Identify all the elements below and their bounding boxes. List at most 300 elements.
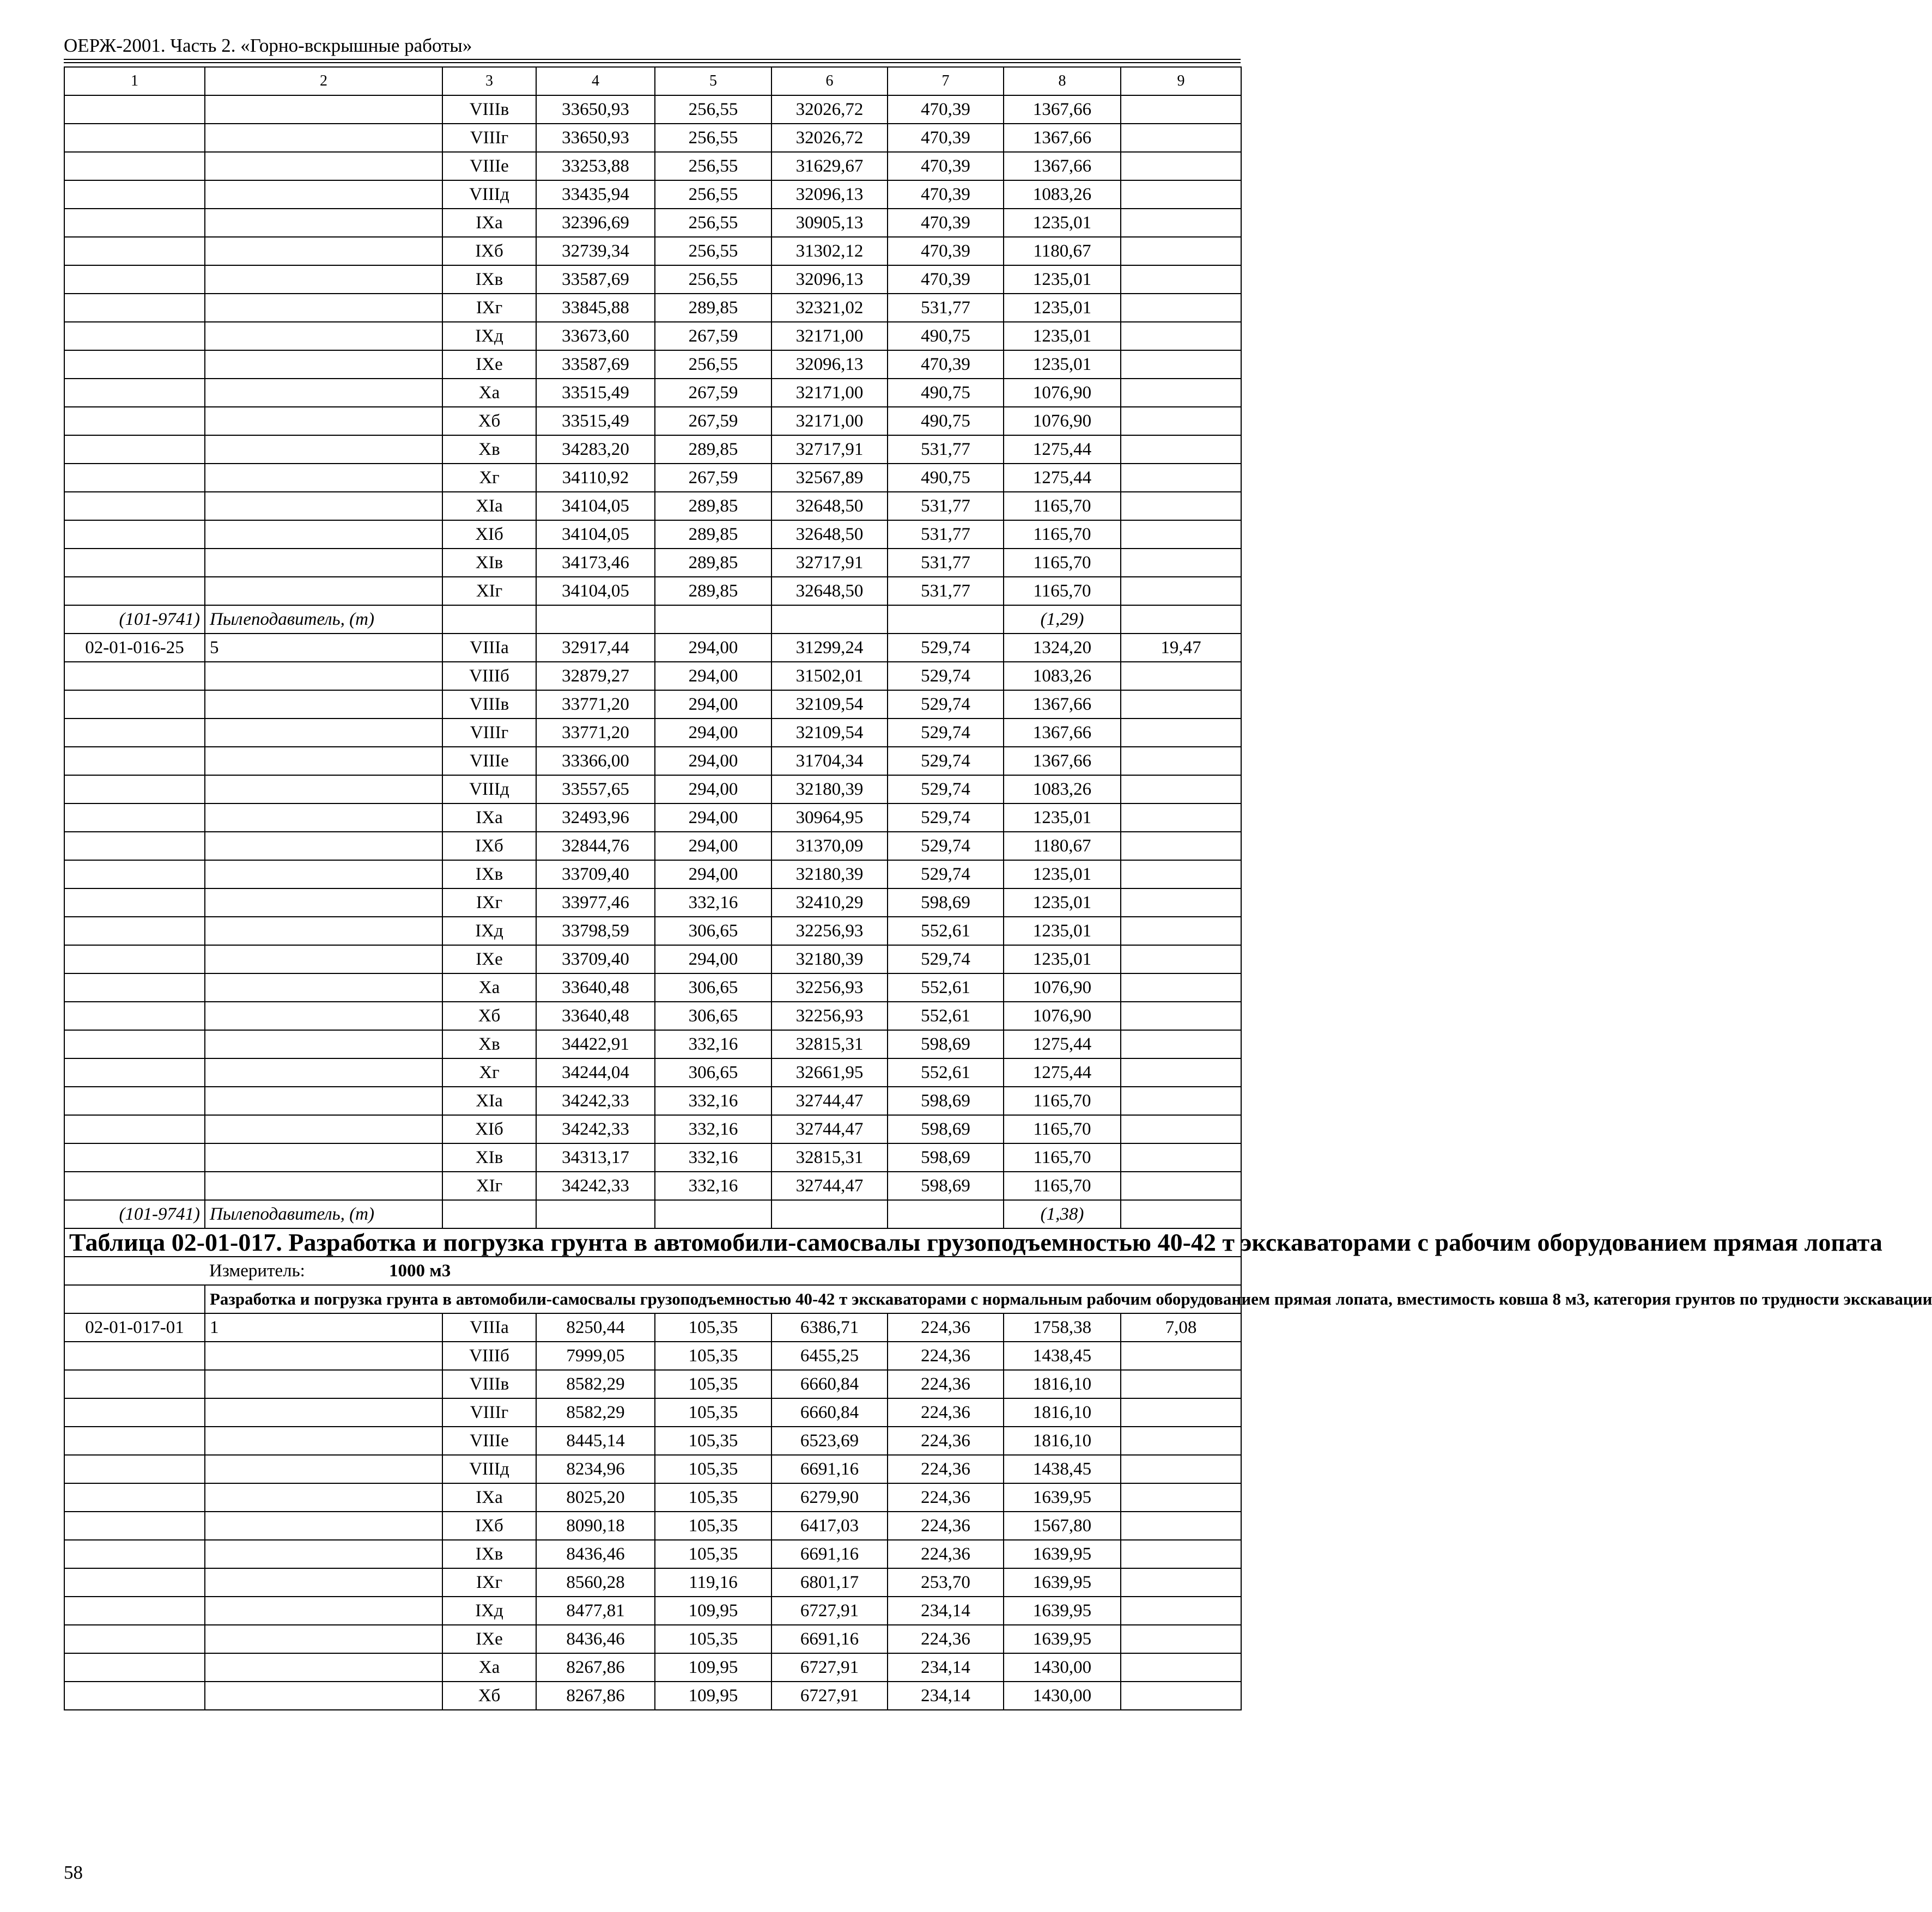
rate-code-cell (64, 1483, 205, 1512)
column-number: 1 (64, 67, 205, 95)
materials-cell: 1639,95 (1004, 1483, 1121, 1512)
labor-cost-cell (1121, 1398, 1241, 1427)
materials-cell: 1235,01 (1004, 945, 1121, 973)
rate-variant-cell (205, 1568, 442, 1597)
rate-variant-cell (205, 322, 442, 350)
table-row (64, 1002, 1241, 1030)
table-row (64, 775, 1241, 803)
total-cost-cell: 32844,76 (536, 832, 655, 860)
machinists-wages-cell: 531,77 (888, 435, 1004, 464)
soil-category-cell: XIв (442, 1143, 536, 1172)
rate-variant-cell (205, 124, 442, 152)
table-title: Таблица 02-01-017. Разработка и погрузка грунта в автомобили-самосвалы грузоподъемностью 40-42 т экскаваторами с рабочим оборудованием прямая лопата (64, 1228, 1241, 1257)
total-cost-cell: 8250,44 (536, 1313, 655, 1342)
total-cost-cell: 8560,28 (536, 1568, 655, 1597)
rate-code-cell (64, 1058, 205, 1087)
machines-cell: 31629,67 (771, 152, 888, 180)
labor-cost-cell (1121, 1625, 1241, 1653)
table-row (64, 1342, 1241, 1370)
rate-code-cell (64, 803, 205, 832)
machinists-wages-cell: 598,69 (888, 888, 1004, 917)
total-cost-cell: 33435,94 (536, 180, 655, 209)
rate-code-cell (64, 1087, 205, 1115)
materials-cell: 1324,20 (1004, 634, 1121, 662)
machinists-wages-cell: 552,61 (888, 1058, 1004, 1087)
materials-cell: 1235,01 (1004, 860, 1121, 888)
rate-variant-cell (205, 917, 442, 945)
labor-cost-cell (1121, 152, 1241, 180)
materials-cell: 1367,66 (1004, 124, 1121, 152)
header-rule (64, 62, 1241, 63)
table-row (64, 718, 1241, 747)
rate-variant-cell (205, 1058, 442, 1087)
labor-cost-cell (1121, 747, 1241, 775)
soil-category-cell: Xв (442, 435, 536, 464)
soil-category-cell: IXа (442, 803, 536, 832)
soil-category-cell: IXв (442, 265, 536, 294)
machinists-wages-cell: 529,74 (888, 690, 1004, 718)
total-cost-cell: 34104,05 (536, 492, 655, 520)
labor-cost-cell (1121, 803, 1241, 832)
wages-cell: 109,95 (655, 1653, 771, 1682)
rate-variant-cell (205, 662, 442, 690)
table-row (64, 917, 1241, 945)
labor-cost-cell (1121, 577, 1241, 605)
table-row (64, 265, 1241, 294)
table-row (64, 1427, 1241, 1455)
rate-code-cell (64, 662, 205, 690)
machinists-wages-cell: 234,14 (888, 1597, 1004, 1625)
rate-code-cell (64, 690, 205, 718)
rate-variant-cell (205, 1512, 442, 1540)
table-row (64, 1512, 1241, 1540)
wages-cell: 294,00 (655, 860, 771, 888)
machines-cell: 32567,89 (771, 464, 888, 492)
materials-cell: 1180,67 (1004, 832, 1121, 860)
machinists-wages-cell: 470,39 (888, 265, 1004, 294)
rate-code-cell (64, 1625, 205, 1653)
machines-cell: 31502,01 (771, 662, 888, 690)
machines-cell: 32180,39 (771, 775, 888, 803)
table-row (64, 95, 1241, 124)
labor-cost-cell (1121, 464, 1241, 492)
machinists-wages-cell: 598,69 (888, 1143, 1004, 1172)
soil-category-cell: XIа (442, 492, 536, 520)
machines-cell: 30905,13 (771, 209, 888, 237)
table-row (64, 1030, 1241, 1058)
labor-cost-cell (1121, 1087, 1241, 1115)
rate-code-cell (64, 237, 205, 265)
wages-cell: 332,16 (655, 1087, 771, 1115)
soil-category-cell: IXг (442, 888, 536, 917)
description-spacer (64, 1285, 205, 1313)
materials-cell: 1235,01 (1004, 265, 1121, 294)
empty-cell (1121, 1200, 1241, 1228)
soil-category-cell: Xв (442, 1030, 536, 1058)
empty-cell (771, 1200, 888, 1228)
machinists-wages-cell: 224,36 (888, 1342, 1004, 1370)
materials-cell: 1235,01 (1004, 917, 1121, 945)
wages-cell: 332,16 (655, 1172, 771, 1200)
machinists-wages-cell: 470,39 (888, 237, 1004, 265)
table-row (64, 549, 1241, 577)
table-row (64, 435, 1241, 464)
rate-code-cell (64, 1568, 205, 1597)
machinists-wages-cell: 598,69 (888, 1087, 1004, 1115)
total-cost-cell: 32739,34 (536, 237, 655, 265)
total-cost-cell: 8090,18 (536, 1512, 655, 1540)
wages-cell: 289,85 (655, 520, 771, 549)
total-cost-cell: 33709,40 (536, 945, 655, 973)
machinists-wages-cell: 598,69 (888, 1172, 1004, 1200)
rate-code-cell (64, 520, 205, 549)
total-cost-cell: 33673,60 (536, 322, 655, 350)
wages-cell: 332,16 (655, 1030, 771, 1058)
table-row (64, 322, 1241, 350)
materials-cell: 1367,66 (1004, 152, 1121, 180)
labor-cost-cell (1121, 917, 1241, 945)
resource-row (64, 1200, 1241, 1228)
wages-cell: 267,59 (655, 407, 771, 435)
total-cost-cell: 8267,86 (536, 1682, 655, 1710)
total-cost-cell: 32879,27 (536, 662, 655, 690)
soil-category-cell: Xб (442, 1002, 536, 1030)
soil-category-cell: VIIIб (442, 1342, 536, 1370)
rate-code-cell (64, 492, 205, 520)
labor-cost-cell (1121, 1682, 1241, 1710)
resource-code: (101-9741) (64, 605, 205, 634)
materials-cell: 1235,01 (1004, 350, 1121, 379)
soil-category-cell: IXб (442, 832, 536, 860)
total-cost-cell: 33366,00 (536, 747, 655, 775)
measure-label: Измеритель: (209, 1261, 305, 1281)
labor-cost-cell (1121, 1172, 1241, 1200)
empty-cell (536, 605, 655, 634)
materials-cell: 1180,67 (1004, 237, 1121, 265)
machinists-wages-cell: 529,74 (888, 634, 1004, 662)
machines-cell: 6727,91 (771, 1682, 888, 1710)
labor-cost-cell (1121, 1058, 1241, 1087)
machinists-wages-cell: 531,77 (888, 549, 1004, 577)
materials-cell: 1430,00 (1004, 1653, 1121, 1682)
rate-variant-cell (205, 888, 442, 917)
rate-variant-cell (205, 407, 442, 435)
table-row (64, 1455, 1241, 1483)
table-row (64, 1313, 1241, 1342)
rate-variant-cell (205, 832, 442, 860)
machinists-wages-cell: 552,61 (888, 973, 1004, 1002)
rate-code-cell (64, 1653, 205, 1682)
empty-cell (442, 605, 536, 634)
table-row (64, 1540, 1241, 1568)
machines-cell: 6727,91 (771, 1597, 888, 1625)
materials-cell: 1367,66 (1004, 747, 1121, 775)
total-cost-cell: 32917,44 (536, 634, 655, 662)
machines-cell: 6691,16 (771, 1540, 888, 1568)
table-row (64, 520, 1241, 549)
materials-cell: 1275,44 (1004, 435, 1121, 464)
machines-cell: 32410,29 (771, 888, 888, 917)
empty-cell (888, 1200, 1004, 1228)
rate-variant-cell (205, 520, 442, 549)
rate-variant-cell (205, 1540, 442, 1568)
labor-cost-cell (1121, 1512, 1241, 1540)
rate-variant-cell (205, 775, 442, 803)
labor-cost-cell (1121, 1540, 1241, 1568)
total-cost-cell: 8267,86 (536, 1653, 655, 1682)
table-row (64, 1653, 1241, 1682)
soil-category-cell: VIIIд (442, 775, 536, 803)
machinists-wages-cell: 224,36 (888, 1370, 1004, 1398)
labor-cost-cell (1121, 549, 1241, 577)
wages-cell: 294,00 (655, 747, 771, 775)
table-row (64, 832, 1241, 860)
wages-cell: 267,59 (655, 322, 771, 350)
total-cost-cell: 34104,05 (536, 520, 655, 549)
wages-cell: 105,35 (655, 1512, 771, 1540)
labor-cost-cell (1121, 322, 1241, 350)
rate-variant-cell (205, 1115, 442, 1143)
machinists-wages-cell: 224,36 (888, 1398, 1004, 1427)
machinists-wages-cell: 531,77 (888, 492, 1004, 520)
materials-cell: 1430,00 (1004, 1682, 1121, 1710)
total-cost-cell: 32396,69 (536, 209, 655, 237)
machines-cell: 6691,16 (771, 1625, 888, 1653)
rate-code-cell (64, 1682, 205, 1710)
rate-code-cell (64, 1172, 205, 1200)
rate-variant-cell (205, 803, 442, 832)
materials-cell: 1275,44 (1004, 1058, 1121, 1087)
rate-variant-cell (205, 860, 442, 888)
soil-category-cell: IXе (442, 945, 536, 973)
total-cost-cell: 33640,48 (536, 973, 655, 1002)
soil-category-cell: VIIIг (442, 1398, 536, 1427)
materials-cell: 1165,70 (1004, 492, 1121, 520)
table-row (64, 690, 1241, 718)
machinists-wages-cell: 490,75 (888, 464, 1004, 492)
soil-category-cell: Xг (442, 1058, 536, 1087)
machines-cell: 6660,84 (771, 1398, 888, 1427)
rate-variant-cell (205, 350, 442, 379)
total-cost-cell: 33515,49 (536, 379, 655, 407)
total-cost-cell: 34422,91 (536, 1030, 655, 1058)
rate-code-cell (64, 860, 205, 888)
machines-cell: 32026,72 (771, 95, 888, 124)
rate-variant-cell (205, 1143, 442, 1172)
materials-cell: 1639,95 (1004, 1540, 1121, 1568)
rate-variant-cell: 1 (205, 1313, 442, 1342)
machinists-wages-cell: 598,69 (888, 1030, 1004, 1058)
machines-cell: 6417,03 (771, 1512, 888, 1540)
machines-cell: 32648,50 (771, 492, 888, 520)
labor-cost-cell (1121, 407, 1241, 435)
labor-cost-cell (1121, 1653, 1241, 1682)
wages-cell: 256,55 (655, 350, 771, 379)
wages-cell: 109,95 (655, 1682, 771, 1710)
total-cost-cell: 34283,20 (536, 435, 655, 464)
table-row (64, 124, 1241, 152)
measure-row (64, 1257, 1241, 1285)
empty-cell (655, 605, 771, 634)
rate-code-cell (64, 1002, 205, 1030)
machines-cell: 6727,91 (771, 1653, 888, 1682)
labor-cost-cell (1121, 860, 1241, 888)
header-title: ОЕРЖ-2001. Часть 2. «Горно-вскрышные работы» (64, 35, 472, 56)
table-row (64, 379, 1241, 407)
machinists-wages-cell: 529,74 (888, 747, 1004, 775)
wages-cell: 294,00 (655, 718, 771, 747)
soil-category-cell: VIIIд (442, 180, 536, 209)
wages-cell: 332,16 (655, 1143, 771, 1172)
total-cost-cell: 33587,69 (536, 265, 655, 294)
machines-cell: 32096,13 (771, 265, 888, 294)
rate-code-cell (64, 973, 205, 1002)
machinists-wages-cell: 529,74 (888, 775, 1004, 803)
labor-cost-cell (1121, 265, 1241, 294)
machinists-wages-cell: 529,74 (888, 860, 1004, 888)
total-cost-cell: 8025,20 (536, 1483, 655, 1512)
soil-category-cell: XIг (442, 577, 536, 605)
machines-cell: 32180,39 (771, 860, 888, 888)
table-row (64, 492, 1241, 520)
rate-code-cell (64, 379, 205, 407)
materials-cell: 1639,95 (1004, 1568, 1121, 1597)
machines-cell: 32096,13 (771, 350, 888, 379)
column-number: 3 (442, 67, 536, 95)
wages-cell: 294,00 (655, 634, 771, 662)
table-row (64, 860, 1241, 888)
machinists-wages-cell: 224,36 (888, 1540, 1004, 1568)
wages-cell: 256,55 (655, 124, 771, 152)
table-row (64, 294, 1241, 322)
labor-cost-cell (1121, 180, 1241, 209)
materials-cell: 1165,70 (1004, 549, 1121, 577)
materials-cell: 1083,26 (1004, 775, 1121, 803)
total-cost-cell: 33587,69 (536, 350, 655, 379)
wages-cell: 289,85 (655, 492, 771, 520)
machines-cell: 6386,71 (771, 1313, 888, 1342)
total-cost-cell: 8445,14 (536, 1427, 655, 1455)
rate-code-cell: 02-01-017-01 (64, 1313, 205, 1342)
machinists-wages-cell: 224,36 (888, 1483, 1004, 1512)
machines-cell: 6691,16 (771, 1455, 888, 1483)
soil-category-cell: IXа (442, 1483, 536, 1512)
wages-cell: 289,85 (655, 577, 771, 605)
table-row (64, 1568, 1241, 1597)
total-cost-cell: 8234,96 (536, 1455, 655, 1483)
rate-variant-cell (205, 747, 442, 775)
total-cost-cell: 33650,93 (536, 95, 655, 124)
empty-cell (1121, 605, 1241, 634)
rate-variant-cell (205, 1427, 442, 1455)
rate-code-cell (64, 1540, 205, 1568)
machines-cell: 32648,50 (771, 577, 888, 605)
materials-cell: 1816,10 (1004, 1370, 1121, 1398)
labor-cost-cell (1121, 350, 1241, 379)
table-row (64, 577, 1241, 605)
labor-cost-cell (1121, 1115, 1241, 1143)
column-number: 8 (1004, 67, 1121, 95)
soil-category-cell: VIIIд (442, 1455, 536, 1483)
total-cost-cell: 33650,93 (536, 124, 655, 152)
labor-cost-cell (1121, 1342, 1241, 1370)
soil-category-cell: VIIIг (442, 124, 536, 152)
materials-cell: 1367,66 (1004, 690, 1121, 718)
materials-cell: 1438,45 (1004, 1342, 1121, 1370)
wages-cell: 256,55 (655, 237, 771, 265)
rate-code-cell (64, 1342, 205, 1370)
wages-cell: 294,00 (655, 832, 771, 860)
rate-variant-cell (205, 95, 442, 124)
column-number: 5 (655, 67, 771, 95)
labor-cost-cell: 7,08 (1121, 1313, 1241, 1342)
rate-code-cell (64, 265, 205, 294)
rate-code-cell (64, 888, 205, 917)
rate-variant-cell (205, 294, 442, 322)
table-row (64, 1483, 1241, 1512)
soil-category-cell: IXг (442, 1568, 536, 1597)
rate-variant-cell (205, 237, 442, 265)
empty-cell (442, 1200, 536, 1228)
soil-category-cell: VIIIв (442, 690, 536, 718)
materials-cell: 1165,70 (1004, 1172, 1121, 1200)
materials-cell: 1367,66 (1004, 718, 1121, 747)
machinists-wages-cell: 529,74 (888, 803, 1004, 832)
machines-cell: 32815,31 (771, 1030, 888, 1058)
wages-cell: 332,16 (655, 888, 771, 917)
column-number: 6 (771, 67, 888, 95)
soil-category-cell: VIIIб (442, 662, 536, 690)
table-row (64, 1087, 1241, 1115)
soil-category-cell: VIIIе (442, 747, 536, 775)
wages-cell: 294,00 (655, 803, 771, 832)
labor-cost-cell (1121, 1030, 1241, 1058)
labor-cost-cell (1121, 1370, 1241, 1398)
soil-category-cell: XIв (442, 549, 536, 577)
total-cost-cell: 33771,20 (536, 690, 655, 718)
total-cost-cell: 33253,88 (536, 152, 655, 180)
materials-cell: 1235,01 (1004, 322, 1121, 350)
total-cost-cell: 8436,46 (536, 1625, 655, 1653)
rate-variant-cell (205, 1625, 442, 1653)
description-row (64, 1285, 1241, 1313)
soil-category-cell: Xб (442, 407, 536, 435)
wages-cell: 289,85 (655, 549, 771, 577)
table-row (64, 237, 1241, 265)
resource-name: Пылеподавитель, (т) (205, 1200, 442, 1228)
table-row (64, 888, 1241, 917)
table-row (64, 1115, 1241, 1143)
machinists-wages-cell: 531,77 (888, 577, 1004, 605)
measure-spacer (64, 1257, 205, 1285)
rate-code-cell (64, 1030, 205, 1058)
soil-category-cell: Xа (442, 973, 536, 1002)
table-row (64, 1143, 1241, 1172)
machinists-wages-cell: 470,39 (888, 180, 1004, 209)
labor-cost-cell (1121, 237, 1241, 265)
table-row (64, 350, 1241, 379)
machines-cell: 31299,24 (771, 634, 888, 662)
machines-cell: 32717,91 (771, 435, 888, 464)
labor-cost-cell (1121, 209, 1241, 237)
wages-cell: 105,35 (655, 1370, 771, 1398)
total-cost-cell: 7999,05 (536, 1342, 655, 1370)
machinists-wages-cell: 598,69 (888, 1115, 1004, 1143)
labor-cost-cell (1121, 945, 1241, 973)
soil-category-cell: IXд (442, 917, 536, 945)
rate-variant-cell (205, 1002, 442, 1030)
machines-cell: 6801,17 (771, 1568, 888, 1597)
